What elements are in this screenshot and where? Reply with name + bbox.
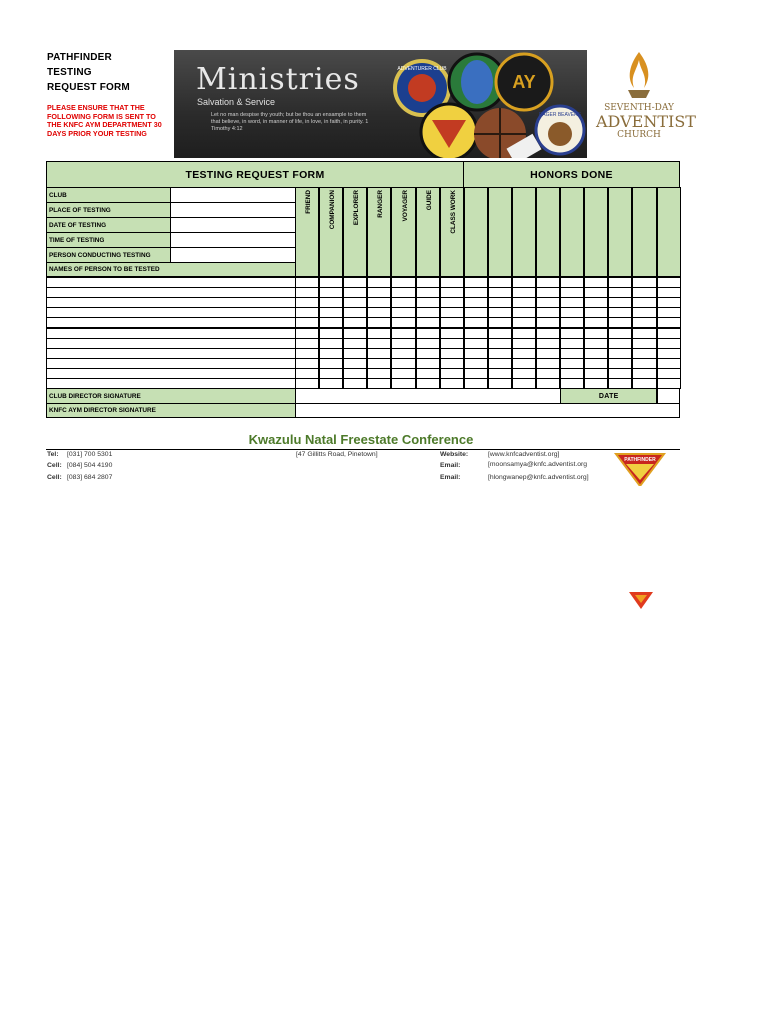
ministries-banner — [174, 50, 587, 158]
logo-line: CHURCH — [617, 130, 661, 140]
logo-line: SEVENTH-DAY — [604, 103, 674, 113]
email-link[interactable]: [hlongwanep@knfc.adventist.org] — [488, 474, 589, 481]
class-column-header — [319, 187, 343, 277]
field-label: PLACE OF TESTING — [46, 202, 171, 218]
class-column-label: VOYAGER — [401, 190, 409, 222]
field-label: TIME OF TESTING — [46, 232, 171, 248]
class-column-header — [391, 187, 415, 277]
adventist-church-logo — [596, 50, 696, 140]
honor-column-header[interactable] — [464, 187, 488, 277]
class-column-label: FRIEND — [305, 190, 313, 214]
cell-label: Cell: — [47, 474, 62, 481]
website-link[interactable]: [www.knfcadventist.org] — [488, 451, 560, 458]
form-heading — [47, 50, 130, 95]
form-heading-line: REQUEST FORM — [47, 82, 130, 93]
banner-verse: Let no man despise thy youth; but be thou an ensample to them that believe, in word, in manner of life, in love, in faith, in purity. 1 Timothy 4:12 — [211, 112, 369, 132]
aym-director-signature[interactable] — [295, 403, 680, 418]
banner-title: Ministries — [196, 62, 360, 97]
honor-column-header[interactable] — [608, 187, 632, 277]
email-label: Email: — [440, 474, 461, 481]
testing-request-form — [46, 161, 680, 421]
date-label: DATE — [560, 388, 657, 404]
cell-number: [083] 684 2807 — [67, 474, 113, 481]
honor-column-header[interactable] — [488, 187, 512, 277]
pathfinder-logo — [614, 452, 666, 486]
banner-subtitle: Salvation & Service — [197, 97, 276, 107]
honor-column-header[interactable] — [512, 187, 536, 277]
honor-column-header[interactable] — [632, 187, 656, 277]
form-heading-line: TESTING — [47, 67, 92, 78]
conference-name: Kwazulu Natal Freestate Conference — [248, 432, 474, 447]
club-director-signature[interactable] — [295, 388, 561, 404]
email-label: Email: — [440, 462, 461, 469]
class-column-label: COMPANION — [329, 190, 337, 230]
email-link[interactable]: [moonsamya@knfc.adventist.org — [488, 461, 588, 468]
field-input[interactable] — [170, 217, 296, 233]
club-badges-image — [374, 50, 587, 158]
address: [47 Gillitts Road, Pinetown] — [296, 451, 378, 458]
honor-column-header[interactable] — [536, 187, 560, 277]
class-column-header — [295, 187, 319, 277]
field-input[interactable] — [170, 232, 296, 248]
field-input[interactable] — [170, 202, 296, 218]
badge-text: ADVENTURER CLUB — [397, 66, 447, 72]
class-column-label: RANGER — [377, 190, 385, 218]
logo-line: ADVENTIST — [596, 112, 696, 131]
submission-note: PLEASE ENSURE THAT THE FOLLOWING FORM IS SENT TO THE KNFC AYM DEPARTMENT 30 DAYS PRIOR YOUR TESTING — [47, 103, 162, 138]
cell-number: [084] 504 4190 — [67, 462, 113, 469]
aym-director-label: KNFC AYM DIRECTOR SIGNATURE — [46, 403, 296, 418]
class-column-header — [440, 187, 464, 277]
names-label: NAMES OF PERSON TO BE TESTED — [46, 262, 296, 277]
class-column-header — [367, 187, 391, 277]
pathfinder-mark-icon — [628, 590, 654, 610]
date-input[interactable] — [657, 388, 681, 404]
footer-divider — [46, 449, 680, 450]
flame-icon — [622, 50, 656, 100]
field-input[interactable] — [170, 187, 296, 203]
class-column-header — [416, 187, 440, 277]
form-heading-line: PATHFINDER — [47, 52, 112, 63]
class-column-label: GUIDE — [425, 190, 433, 211]
honor-column-header[interactable] — [584, 187, 608, 277]
field-label: DATE OF TESTING — [46, 217, 171, 233]
honors-title: HONORS DONE — [463, 161, 680, 188]
class-column-label: CLASS WORK — [449, 190, 457, 234]
class-column-label: EXPLORER — [353, 190, 361, 226]
form-title: TESTING REQUEST FORM — [46, 161, 464, 188]
honor-column-header[interactable] — [560, 187, 584, 277]
field-label: PERSON CONDUCTING TESTING — [46, 247, 171, 263]
tel-label: Tel: — [47, 451, 59, 458]
tel-number: [031] 700 5301 — [67, 451, 113, 458]
pathfinder-logo-text: PATHFINDER — [624, 457, 656, 463]
badge-text: EAGER BEAVERS — [538, 112, 582, 118]
field-label: CLUB — [46, 187, 171, 203]
honor-column-header[interactable] — [657, 187, 681, 277]
badge-text: AY — [512, 72, 536, 92]
field-input[interactable] — [170, 247, 296, 263]
website-label: Website: — [440, 451, 469, 458]
cell-label: Cell: — [47, 462, 62, 469]
class-column-header — [343, 187, 367, 277]
club-director-label: CLUB DIRECTOR SIGNATURE — [46, 388, 296, 404]
